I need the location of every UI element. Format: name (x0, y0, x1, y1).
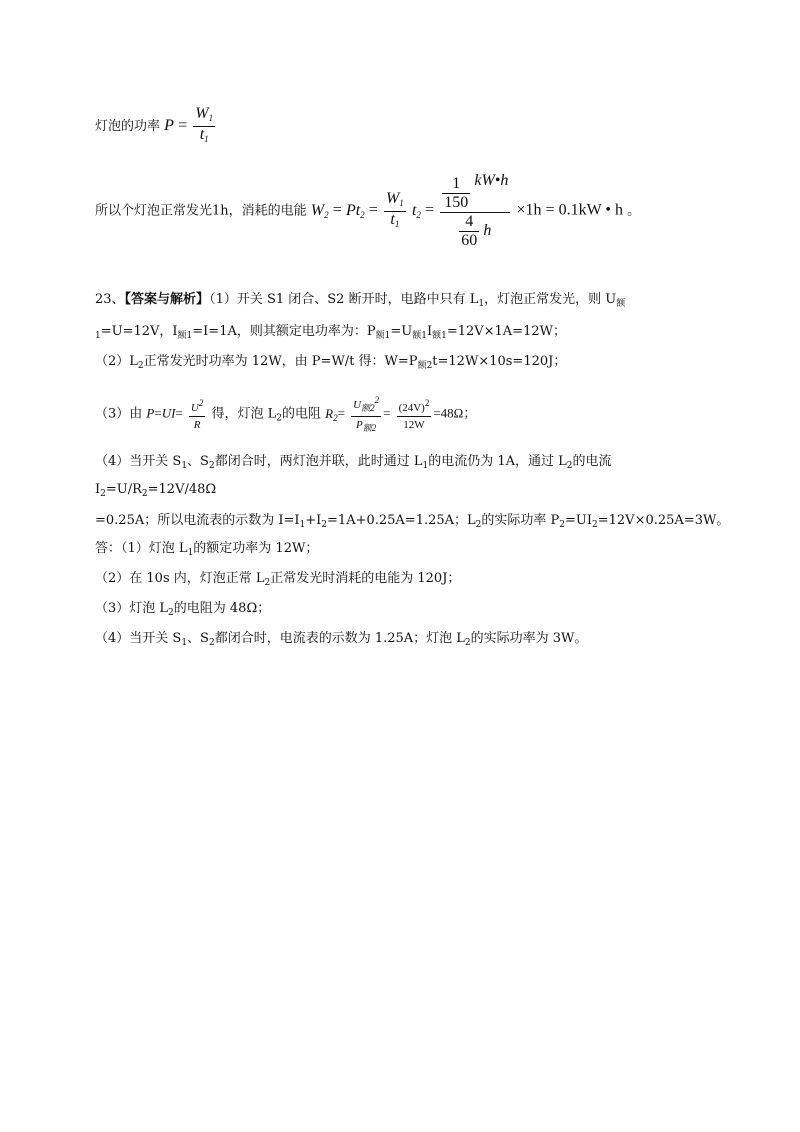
power-fraction (193, 106, 215, 147)
q23-p3-fraction2: $\frac{U_{额2}^2}{P_{额2}}$ (351, 392, 381, 436)
q23-part3: （3）由 P=UI= $\frac{U^2}{R}$ 得，灯泡 $L_2$的电阻 $R_2=$ $\frac{U_{额2}^2}{P_{额2}}$ = $\frac{(24V)^2}{12W}$ =48Ω； (95, 392, 476, 436)
power-eq: = (178, 117, 188, 134)
answer-heading: 答：（1）灯泡 $L_1$的额定功率为 12W； (95, 541, 319, 558)
energy-text: 所以个灯泡正常发光1h，消耗的电能 (95, 203, 307, 219)
answer-3: （3）灯泡 $L_2$的电阻为 48Ω； (95, 601, 271, 618)
power-text: 灯泡的功率 (95, 119, 161, 134)
q23-p3-fraction1: $\frac{U^2}{R}$ (189, 395, 205, 433)
energy-w2: $W_2$ (310, 201, 329, 220)
q23-part4-line1: （4）当开关 $S_1$、$S_2$都闭合时，两灯泡并联，此时通过 $L_1$的电流仍为 1A，通过 $L_2$的电流 (95, 454, 612, 471)
q23-answer-tag: 【答案与解析】 (124, 292, 210, 307)
answer-2: （2）在 10s 内，灯泡正常 $L_2$正常发光时消耗的电能为 120J； (95, 571, 461, 588)
energy-big-num: $\frac{1}{150}$ kW•h (440, 172, 510, 213)
energy-eq1: = (332, 201, 342, 219)
q23-line2: $_1$=U=12V，$I_{额1}=I=1A$，则其额定电功率为：$P_{额1}=U_{额1}I_{额1}=12V\times 1A=12W$； (95, 324, 566, 341)
q23-part4-line3: =0.25A；所以电流表的示数为 $I=I_1+I_2=1A+0.25A=1.25A$；$L_2$的实际功率 $P_2=UI_2=12V\times 0.25A=3W$。 (95, 513, 730, 530)
q23-part2: $(2)L_2$正常发光时功率为 12W，由 P=W/t 得：$W=P_{额2}t=12W\times 10s=120J$； (95, 354, 567, 371)
energy-eq3: = (425, 201, 435, 219)
answer-4: （4）当开关 $S_1$、$S_2$都闭合时，电流表的示数为 1.25A；灯泡 $L_2$的实际功率为 3W。 (95, 631, 588, 648)
energy-fraction: $\frac{W_1}{t_1}$ (385, 189, 404, 229)
energy-pt: $Pt_2$ (345, 201, 365, 220)
energy-eq2: = (368, 201, 378, 219)
energy-formula-line: 所以个灯泡正常发光1h，消耗的电能 $W_2 = Pt_2$ = $\frac{W_1}{t_1}$ $t_2$ = $\frac{1}{150}$ kW•h $\frac{4}{60}$ h ×1h = 0.1kW • h 。 (95, 172, 641, 249)
energy-tail: ×1h = 0.1kW • h (516, 201, 623, 219)
power-formula-line (95, 106, 217, 147)
power-fraction-den: $t_1$ (199, 126, 209, 144)
q23-line1: 23、【答案与解析】（1）开关 S1 闭合、S2 断开时，电路中只有 $L_1$，灯泡正常发光，则 $U_额$ (95, 292, 626, 309)
energy-big-fraction (440, 172, 510, 250)
q23-part4-line2: $I_2=U/R_2=12V/48\Omega$ (95, 482, 217, 499)
energy-t2: $t_2$ (411, 201, 421, 220)
energy-big-den: $\frac{4}{60}$ h (461, 213, 492, 249)
q23-number: 23、 (95, 292, 125, 307)
q23-p3-fraction3: $\frac{(24V)^2}{12W}$ (397, 395, 432, 433)
power-lhs: P (164, 117, 174, 134)
power-fraction-num: $W_1$ (193, 106, 215, 127)
